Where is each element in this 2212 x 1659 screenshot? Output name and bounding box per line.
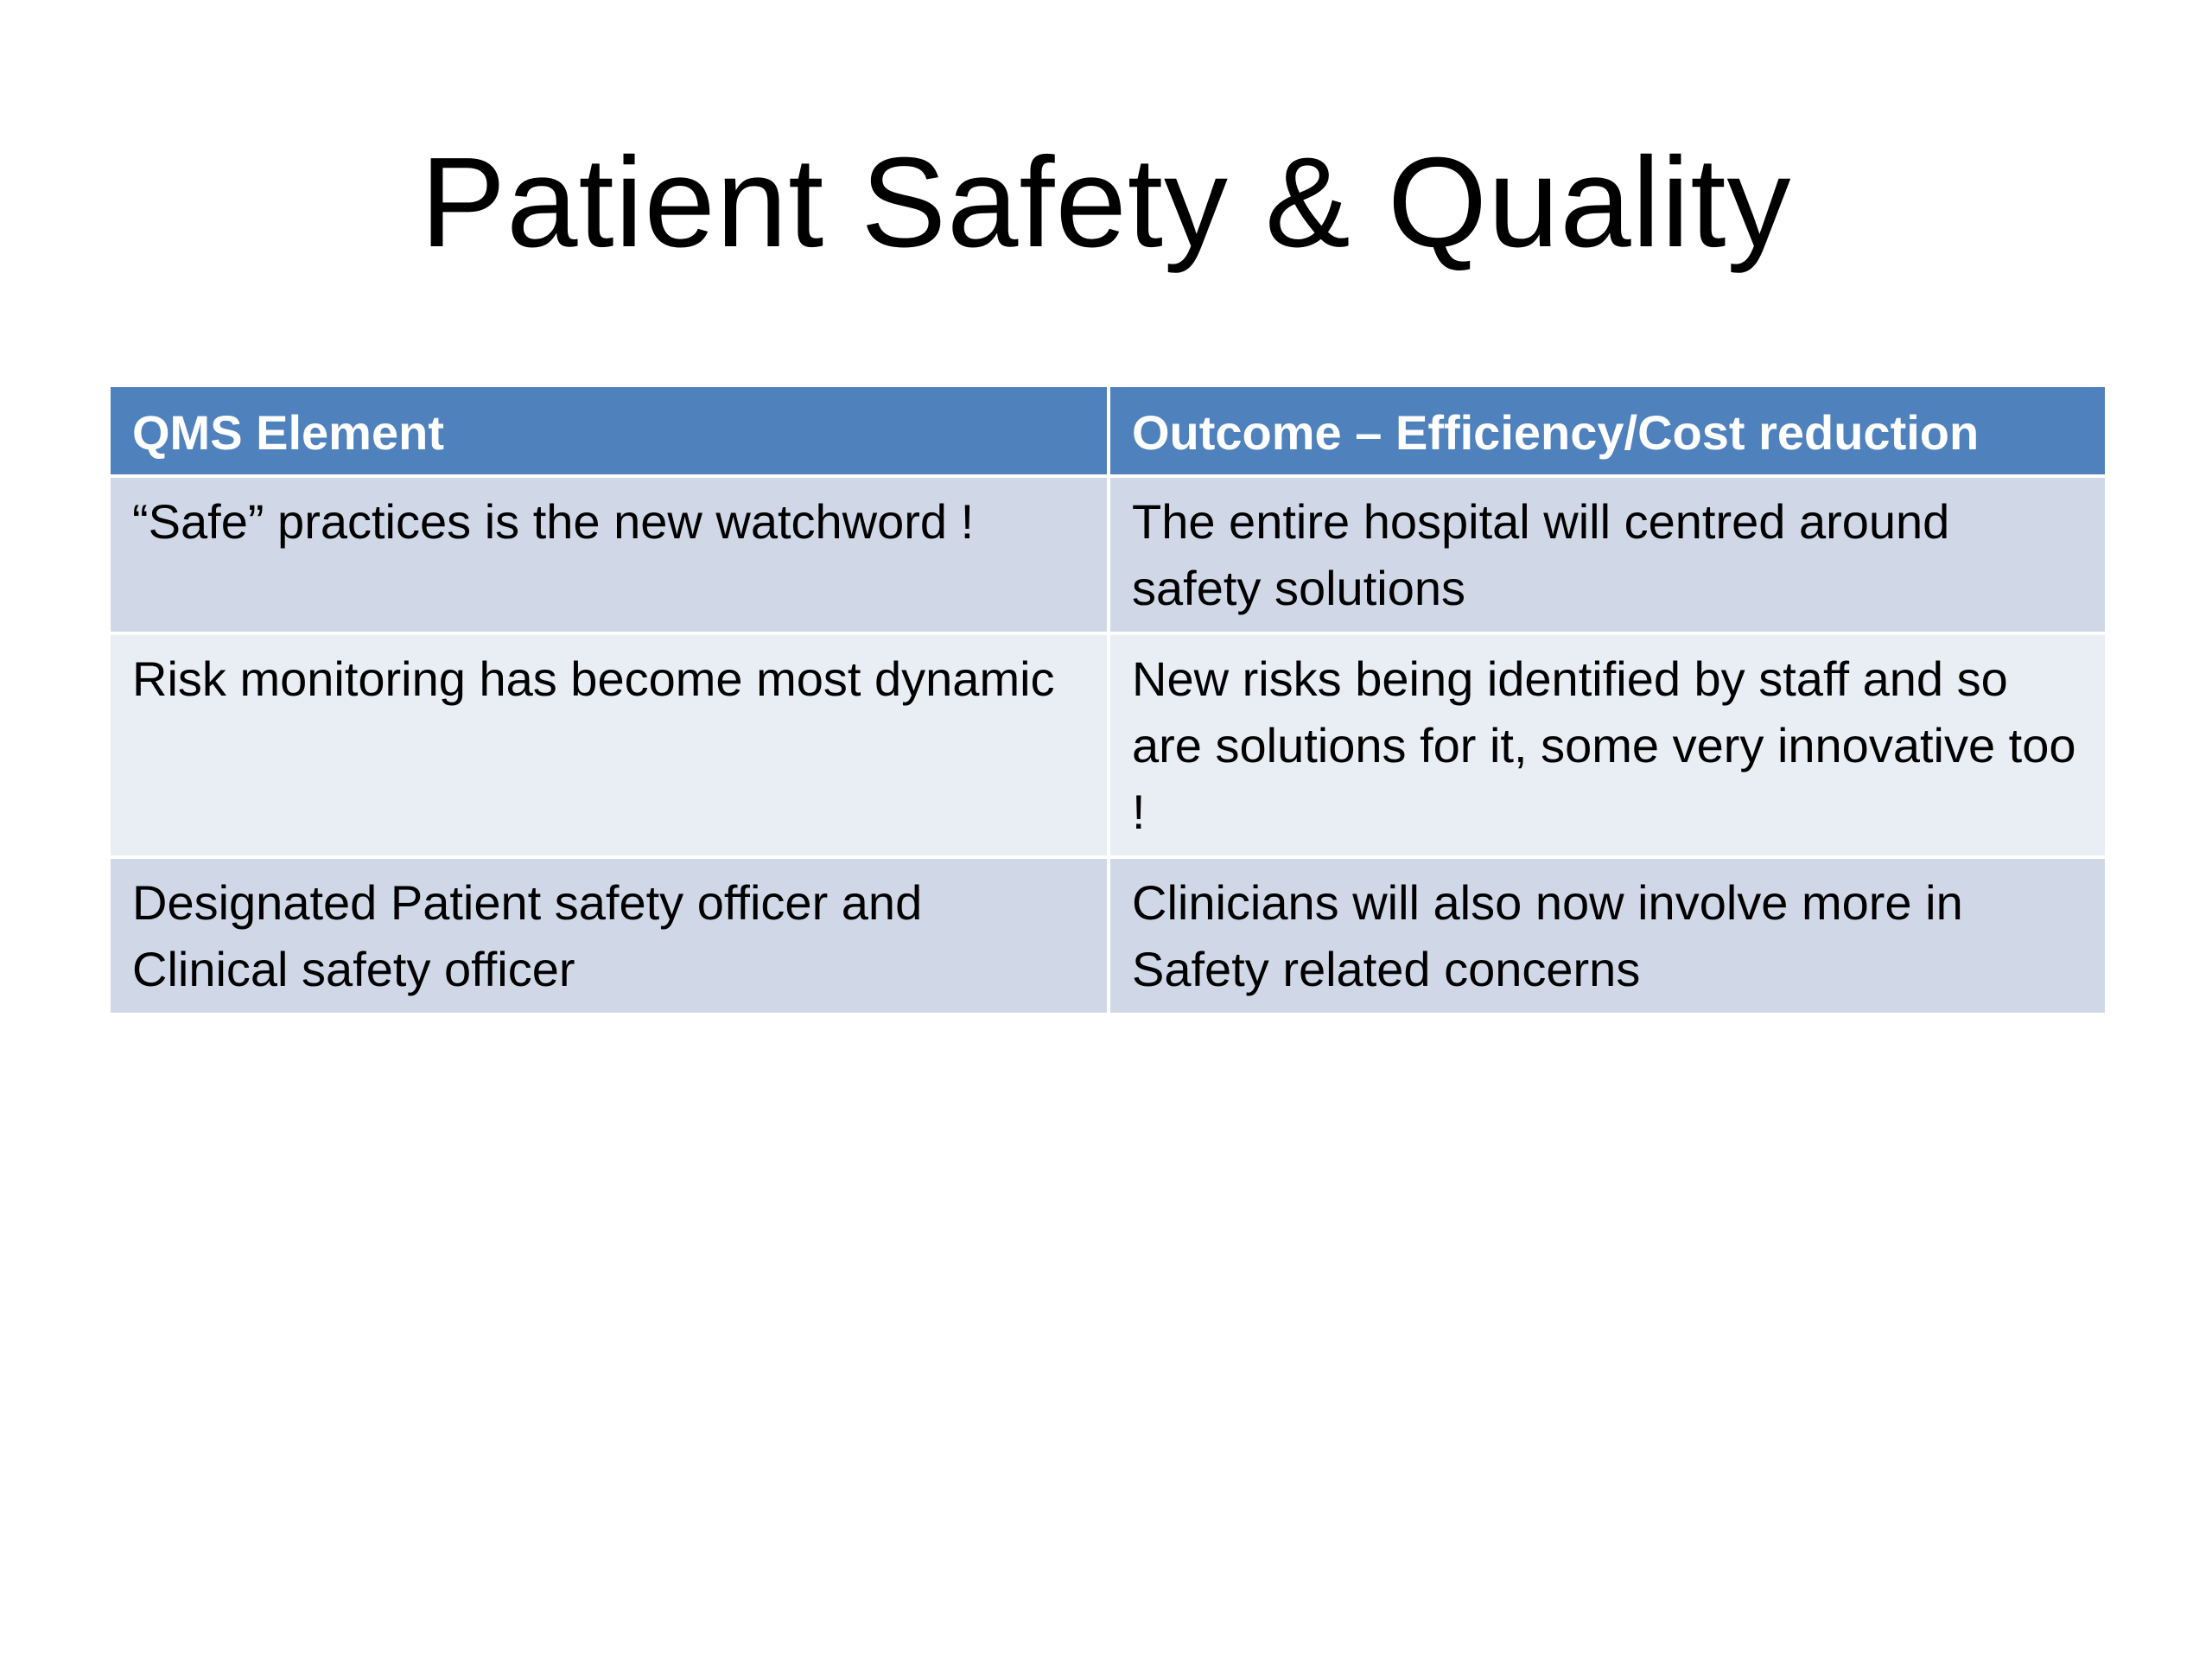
cell-qms-element: Risk monitoring has become most dynamic [111,633,1109,857]
header-qms-element: QMS Element [111,387,1109,476]
cell-outcome: The entire hospital will centred around safety solutions [1109,476,2105,633]
table-row [111,633,2105,857]
qms-table-container [111,387,2105,1013]
cell-outcome: Clinicians will also now involve more in Safety related concerns [1109,857,2105,1013]
table-header-row [111,387,2105,476]
cell-outcome: New risks being identified by staff and so are solutions for it, some very innovative too ! [1109,633,2105,857]
cell-qms-element: Designated Patient safety officer and Clinical safety officer [111,857,1109,1013]
table-row [111,476,2105,633]
header-outcome: Outcome – Efficiency/Cost reduction [1109,387,2105,476]
cell-qms-element: “Safe” practices is the new watchword ! [111,476,1109,633]
table-row [111,857,2105,1013]
slide-title: Patient Safety & Quality [420,131,1792,274]
qms-outcome-table [111,387,2105,1013]
